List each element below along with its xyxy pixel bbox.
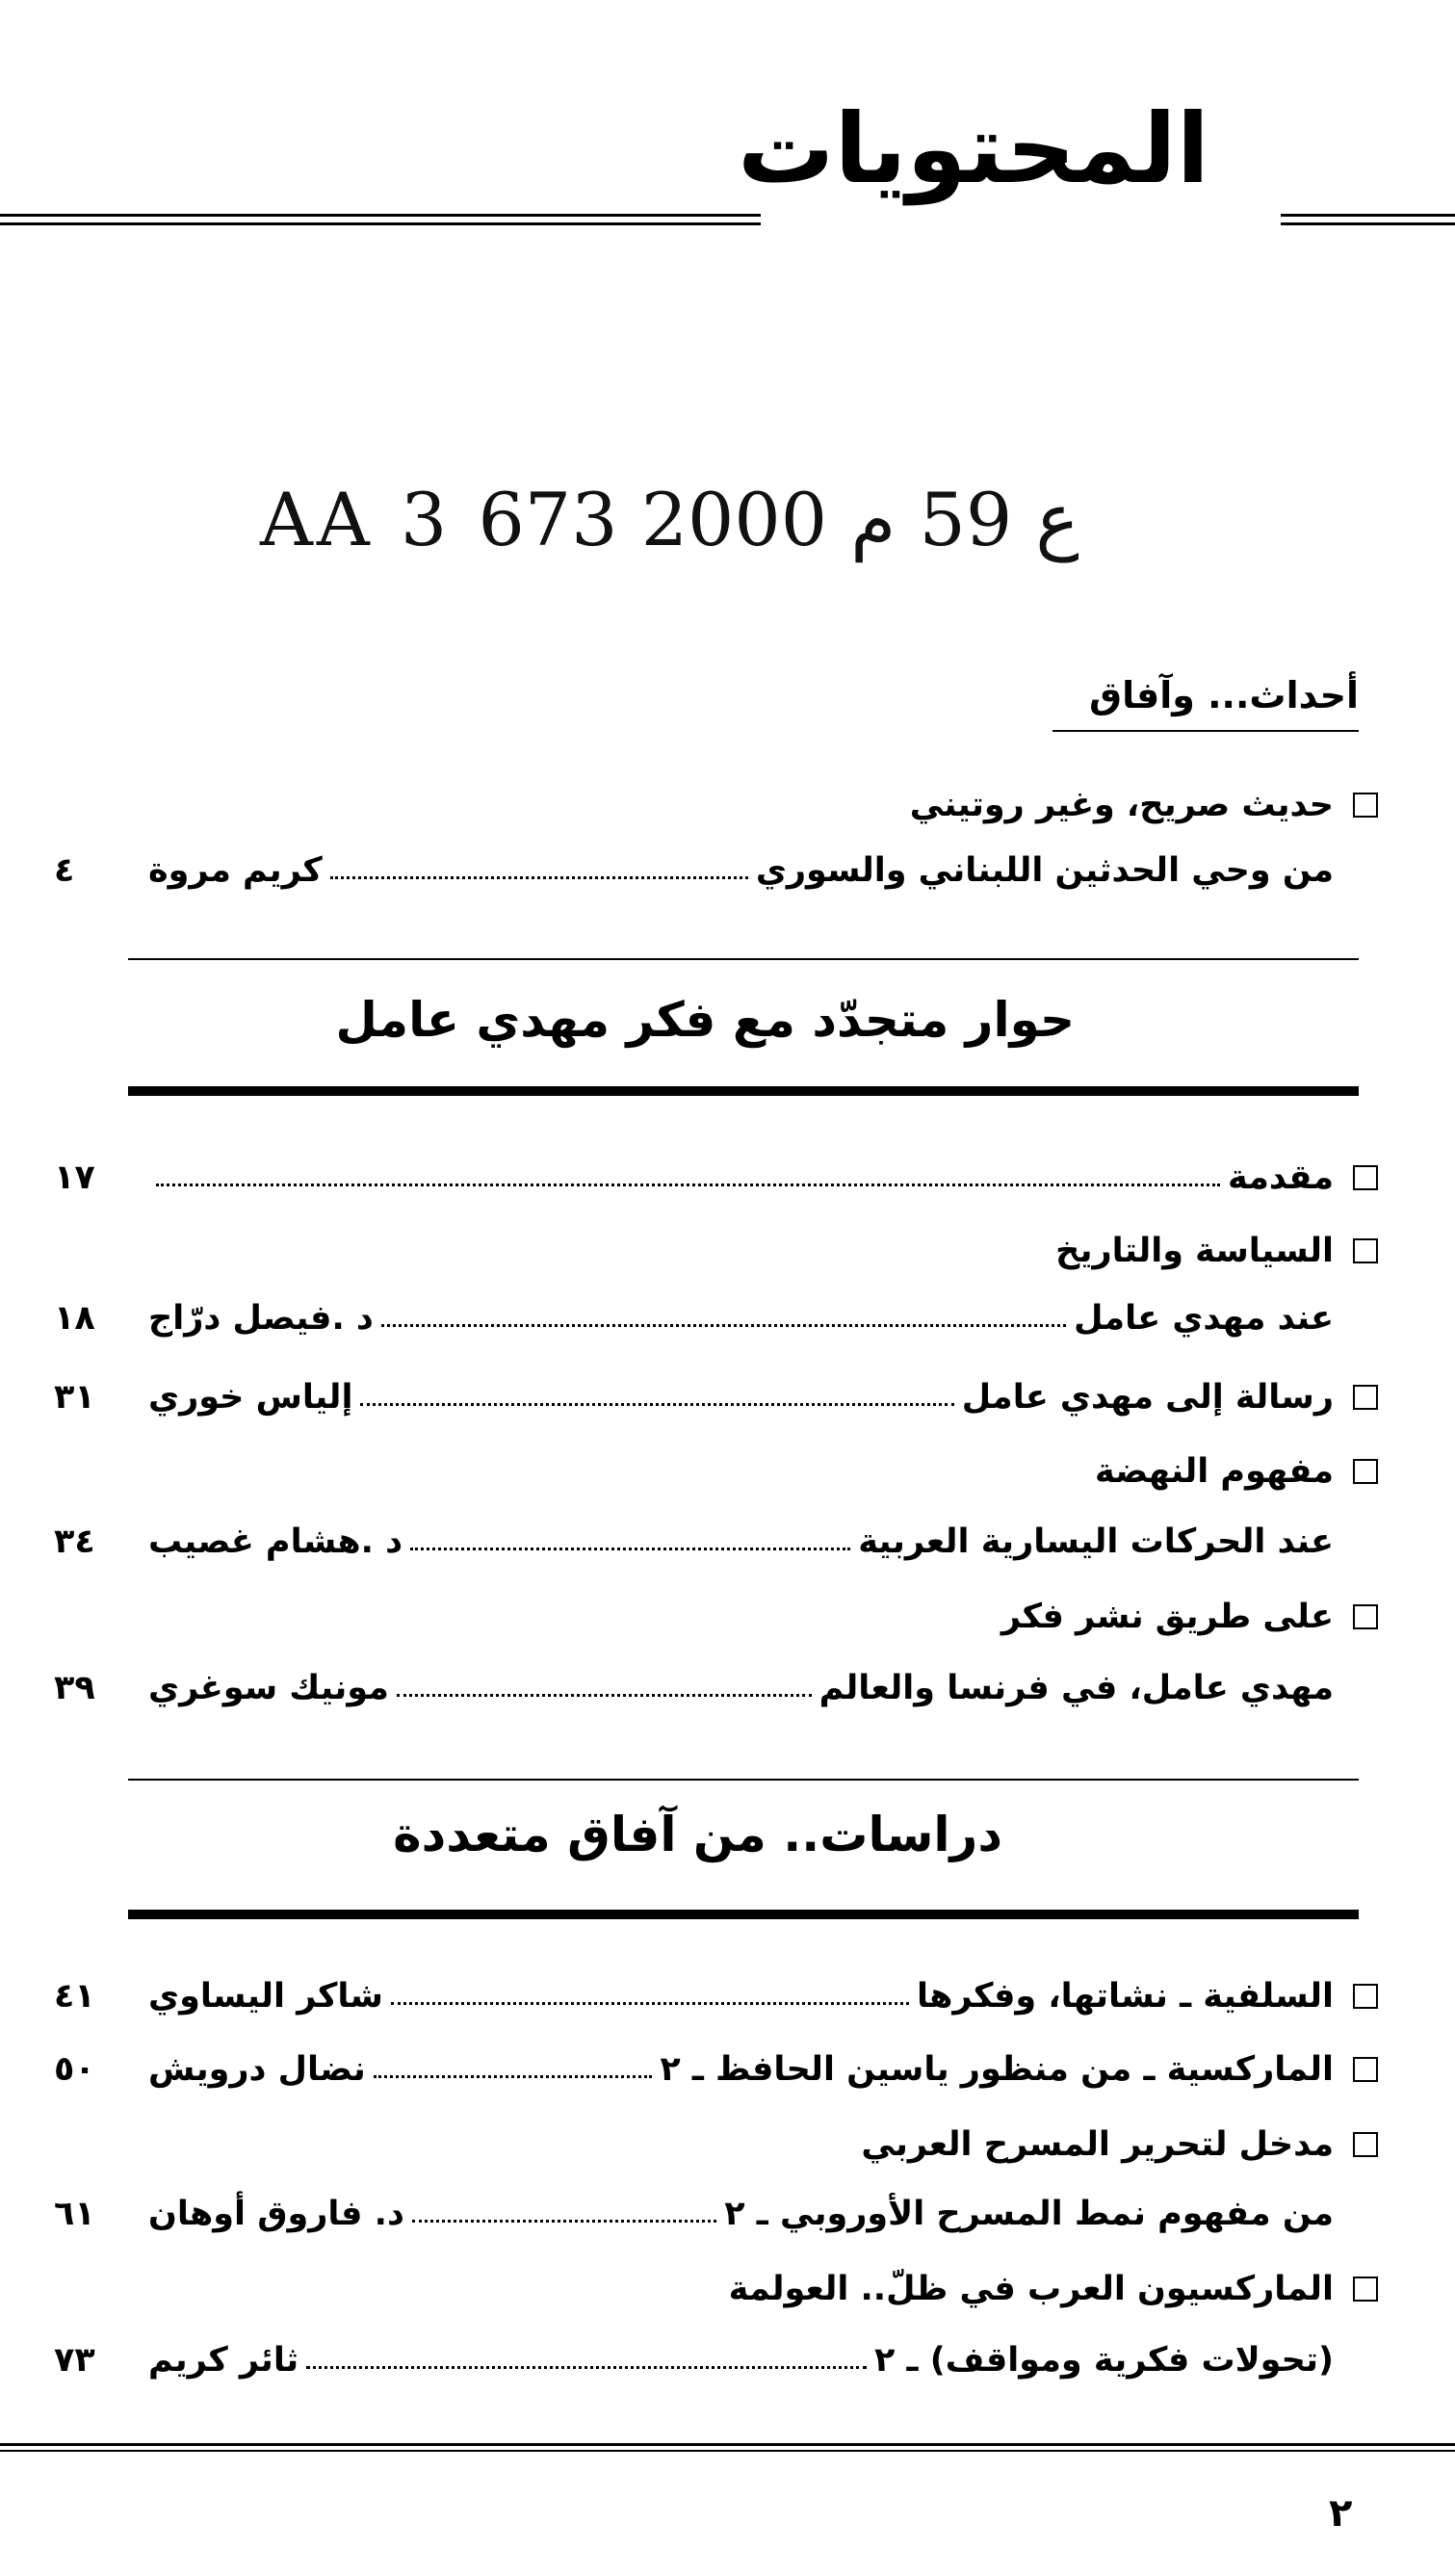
section-heading-mahdi: حوار متجدّد مع فكر مهدي عامل — [335, 992, 1075, 1048]
entry-title: على طريق نشر فكر — [1000, 1598, 1334, 1636]
entry-author: إلياس خوري — [148, 1378, 353, 1417]
section-heading-events: أحداث... وآفاق — [1089, 674, 1359, 716]
footer-rule — [0, 2443, 1455, 2446]
checkbox-icon — [1353, 1238, 1378, 1263]
checkbox-icon — [1353, 2132, 1378, 2157]
entry-title: حديث صريح، وغير روتيني — [909, 786, 1334, 824]
entry-page: ٤ — [54, 851, 75, 890]
toc-entry[interactable] — [54, 1148, 1397, 1208]
toc-entry-continuation[interactable] — [54, 1658, 1397, 1718]
checkbox-icon — [1353, 1604, 1378, 1629]
entry-subtitle: من وحي الحدثين اللبناني والسوري — [755, 851, 1334, 890]
toc-entry[interactable] — [54, 775, 1397, 835]
leader-dots — [412, 2220, 716, 2223]
entry-title: مفهوم النهضة — [1095, 1452, 1334, 1491]
leader-dots — [381, 1324, 1066, 1327]
checkbox-icon — [1353, 1165, 1378, 1190]
entry-subtitle: (تحولات فكرية ومواقف) ـ ٢ — [874, 2341, 1334, 2380]
toc-entry[interactable] — [54, 1587, 1397, 1647]
toc-entry[interactable] — [54, 2115, 1397, 2174]
section-rule-bottom — [128, 1910, 1359, 1919]
entry-title: رسالة إلى مهدي عامل — [961, 1378, 1334, 1417]
toc-entry[interactable] — [54, 1367, 1397, 1427]
entry-page: ٧٣ — [54, 2341, 95, 2380]
toc-entry[interactable] — [54, 1221, 1397, 1281]
leader-dots — [391, 2002, 909, 2005]
toc-entry[interactable] — [54, 1442, 1397, 1501]
toc-entry-continuation[interactable] — [54, 1512, 1397, 1572]
title-rule-right — [1281, 214, 1455, 217]
leader-dots — [360, 1403, 953, 1406]
toc-entry-continuation[interactable] — [54, 2330, 1397, 2390]
footer-rule-secondary — [0, 2450, 1455, 2452]
toc-entry[interactable] — [54, 1966, 1397, 2026]
section-rule-top — [128, 958, 1359, 960]
entry-author: نضال درويش — [148, 2050, 366, 2089]
entry-page: ٣١ — [54, 1378, 95, 1417]
entry-subtitle: من مفهوم نمط المسرح الأوروبي ـ ٢ — [724, 2195, 1334, 2233]
entry-page: ١٧ — [54, 1158, 95, 1197]
checkbox-icon — [1353, 2057, 1378, 2082]
entry-author: ثائر كريم — [148, 2341, 299, 2380]
entry-author: د. فاروق أوهان — [148, 2195, 404, 2233]
checkbox-icon — [1353, 793, 1378, 818]
toc-entry-continuation[interactable] — [54, 1288, 1397, 1348]
entry-author: شاكر اليساوي — [148, 1977, 383, 2016]
section-rule-bottom — [128, 1086, 1359, 1096]
entry-author: د .فيصل درّاج — [148, 1299, 374, 1338]
entry-title: مقدمة — [1228, 1158, 1334, 1197]
entry-page: ٣٩ — [54, 1669, 95, 1707]
checkbox-icon — [1353, 1385, 1378, 1410]
section-heading-studies: دراسات.. من آفاق متعددة — [393, 1807, 1002, 1862]
entry-page: ٦١ — [54, 2195, 95, 2233]
entry-title: الماركسيون العرب في ظلّ.. العولمة — [728, 2270, 1334, 2308]
leader-dots — [156, 1184, 1220, 1186]
section-rule-top — [128, 1779, 1359, 1781]
leader-dots — [374, 2075, 653, 2078]
toc-entry[interactable] — [54, 2040, 1397, 2099]
page-title: المحتويات — [737, 92, 1209, 205]
toc-entry-continuation[interactable] — [54, 841, 1397, 900]
entry-page: ٣٤ — [54, 1522, 95, 1561]
leader-dots — [410, 1548, 850, 1550]
page-number: ٢ — [1329, 2491, 1353, 2536]
entry-subtitle: عند الحركات اليسارية العربية — [858, 1522, 1334, 1561]
entry-title: السياسة والتاريخ — [1055, 1232, 1334, 1270]
leader-dots — [330, 876, 748, 879]
entry-title: السلفية ـ نشاتها، وفكرها — [916, 1977, 1334, 2016]
entry-title: مدخل لتحرير المسرح العربي — [861, 2125, 1334, 2164]
checkbox-icon — [1353, 2277, 1378, 2302]
entry-author: كريم مروة — [148, 851, 323, 890]
leader-dots — [397, 1694, 812, 1697]
entry-author: مونيك سوغري — [148, 1669, 389, 1707]
handwritten-annotation: AA 3 ع 59 م 2000 673 — [260, 477, 1079, 562]
entry-author: د .هشام غصيب — [148, 1522, 403, 1561]
toc-entry[interactable] — [54, 2259, 1397, 2319]
checkbox-icon — [1353, 1984, 1378, 2009]
entry-page: ٤١ — [54, 1977, 95, 2016]
entry-subtitle: عند مهدي عامل — [1074, 1299, 1334, 1338]
title-rule-left — [0, 214, 761, 217]
entry-subtitle: مهدي عامل، في فرنسا والعالم — [818, 1669, 1334, 1707]
toc-entry-continuation[interactable] — [54, 2184, 1397, 2244]
entry-page: ٥٠ — [54, 2050, 95, 2089]
leader-dots — [306, 2366, 867, 2369]
checkbox-icon — [1353, 1459, 1378, 1484]
entry-title: الماركسية ـ من منظور ياسين الحافظ ـ ٢ — [660, 2050, 1334, 2089]
entry-page: ١٨ — [54, 1299, 95, 1338]
section-heading-underline — [1052, 730, 1359, 732]
